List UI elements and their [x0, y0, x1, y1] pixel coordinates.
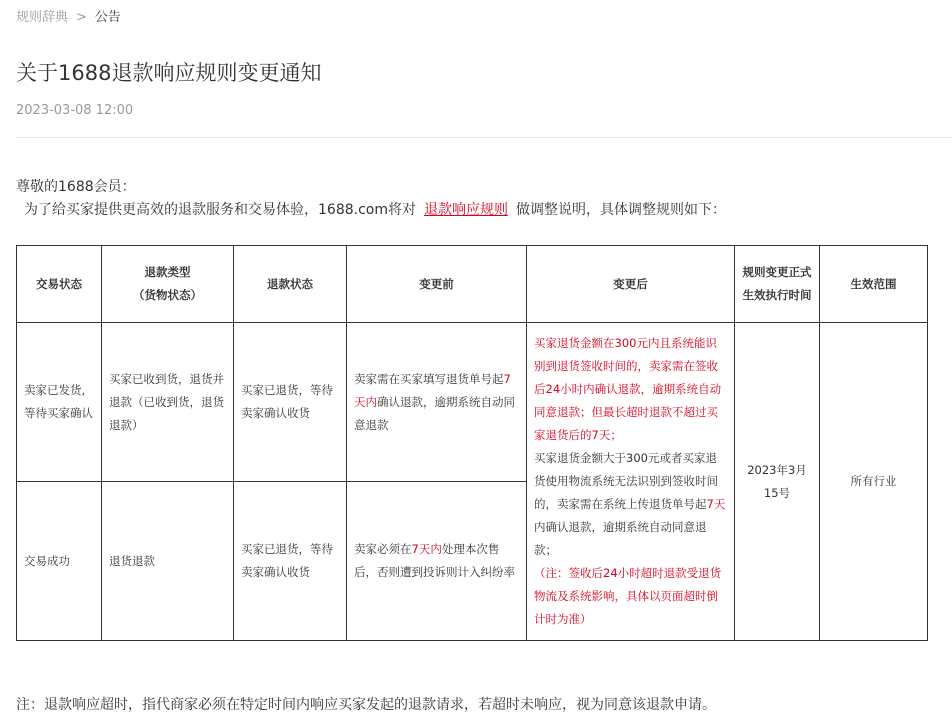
cell-effective-time: 2023年3月15号	[735, 323, 820, 641]
header-refund-type-line2: （货物状态）	[133, 288, 202, 302]
cell-refund-type: 退货退款	[102, 482, 234, 641]
header-refund-type-line1: 退款类型	[144, 265, 191, 279]
header-after-change: 变更后	[527, 246, 735, 323]
cell-before-change	[347, 323, 527, 482]
header-scope: 生效范围	[820, 246, 928, 323]
header-effective-time: 规则变更正式生效执行时间	[735, 246, 820, 323]
cell-after-change	[527, 323, 735, 641]
header-before-change: 变更前	[347, 246, 527, 323]
publish-date: 2023-03-08 12:00	[16, 103, 134, 118]
after-rule-note: （注：签收后24小时超时退款受退货物流及系统影响，具体以页面超时倒计时为准）	[534, 566, 722, 626]
breadcrumb-current: 公告	[94, 10, 121, 25]
breadcrumb-link-rules-dictionary[interactable]: 规则辞典	[16, 10, 69, 25]
footnote: 注：退款响应超时，指代商家必须在特定时间内响应买家发起的退款请求，若超时未响应，视为同意该退款申请。	[16, 697, 716, 713]
before-text-2: 处理本次售后，否则遭到投诉则计入纠纷率	[354, 542, 515, 579]
after-rule-part2-highlight: 7天	[706, 497, 726, 511]
before-deadline-highlight: 7天内	[411, 542, 442, 556]
header-divider	[16, 137, 952, 138]
rule-change-table	[16, 245, 928, 641]
intro-paragraph	[24, 199, 726, 219]
cell-scope: 所有行业	[820, 323, 928, 641]
breadcrumb	[16, 6, 121, 25]
after-rule-part1: 买家退货金额在300元内且系统能识别到退货签收时间的，卖家需在签收后24小时内确认退款，逾期系统自动同意退款；但最长超时退款不超过买家退货后的7天；	[534, 336, 722, 442]
header-refund-status: 退款状态	[234, 246, 347, 323]
before-text-2: 确认退款，逾期系统自动同意退款	[354, 394, 515, 432]
cell-refund-type: 买家已收到货，退货并退款（已收到货，退货退款）	[102, 323, 234, 482]
header-refund-type	[102, 246, 234, 323]
intro-text-after: 做调整说明，具体调整规则如下：	[515, 202, 726, 218]
cell-trade-status: 卖家已发货,等待买家确认	[17, 323, 102, 482]
cell-refund-status: 买家已退货，等待卖家确认收货	[234, 482, 347, 641]
cell-before-change	[347, 482, 527, 641]
before-text-1: 卖家需在买家填写退货单号起	[354, 371, 504, 386]
table-header-row	[17, 246, 928, 323]
page-title: 关于1688退款响应规则变更通知	[16, 61, 322, 85]
after-rule-part2-a: 买家退货金额大于300元或者买家退货使用物流系统无法识别到签收时间的，卖家需在系统上传退货单号起	[534, 451, 718, 511]
refund-response-rules-link[interactable]: 退款响应规则	[423, 202, 508, 218]
cell-trade-status: 交易成功	[17, 482, 102, 641]
header-trade-status: 交易状态	[17, 246, 102, 323]
table-row	[17, 323, 928, 482]
intro-text-before: 为了给买家提供更高效的退款服务和交易体验，1688.com将对	[24, 202, 416, 218]
before-deadline-highlight: 7天内	[354, 371, 511, 409]
greeting-text: 尊敬的1688会员：	[16, 179, 136, 195]
cell-refund-status: 买家已退货，等待卖家确认收货	[234, 323, 347, 482]
breadcrumb-separator: >	[76, 10, 87, 25]
after-rule-part2-b: 内确认退款，逾期系统自动同意退款；	[534, 520, 707, 557]
before-text-1: 卖家必须在	[354, 542, 412, 556]
